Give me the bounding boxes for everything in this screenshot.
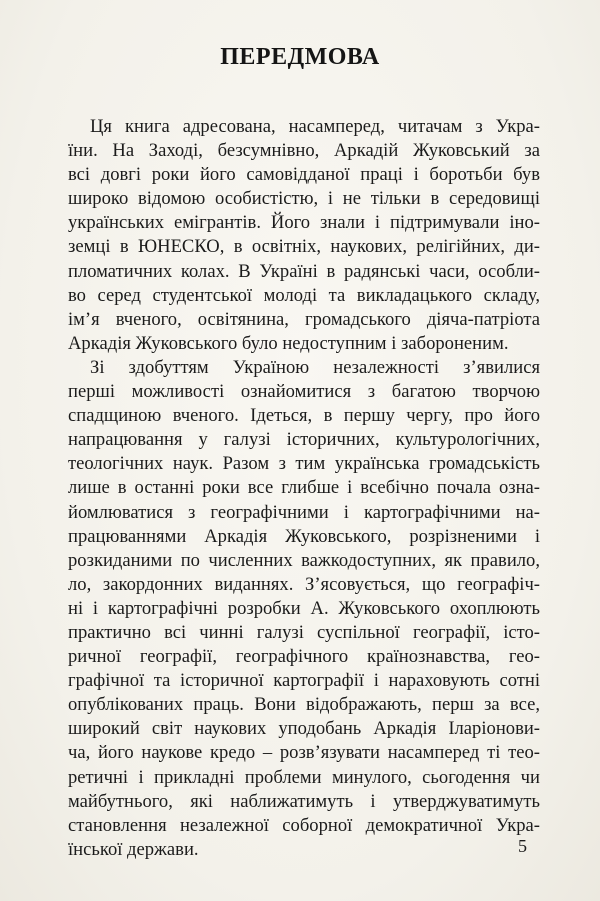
text-line: практично всі чинні галузі суспільної географії, істо- [68,621,540,643]
text-line: графічної та історичної картографії і нараховують сотні [68,670,540,692]
text-line: йомлюватися з географічними і картографічними на- [68,501,540,523]
text-line: майбутнього, які наближатимуть і утверджуватимуть [68,790,540,812]
text-line: розкиданими по численних важкодоступних, як правило, [68,549,540,571]
text-line: широко відомою особистістю, і не тільки в середовищі [68,188,540,210]
text-line: теологічних наук. Разом з тим українська громадськість [68,453,540,475]
text-line: їнської держави. [68,838,199,860]
text-line: Ця книга адресована, насамперед, читачам з Укра- [90,116,540,137]
text-line: лише в останні роки все глибше і всебічно почала озна- [68,477,540,499]
text-line: широкий світ наукових уподобань Аркадія Іларіонови- [68,718,540,740]
text-line: перші можливості ознайомитися з багатою творчою [68,381,540,403]
text-line: всі довгі роки його самовідданої праці і боротьби був [68,164,540,186]
text-line: опублікованих праць. Вони відображають, перш за все, [68,694,540,716]
text-line: українських емігрантів. Його знали і підтримували іно- [68,212,540,234]
page-number: 5 [518,836,527,856]
text-line: Зі здобуттям Україною незалежності з’явилися [90,356,540,378]
text-line: ча, його наукове кредо – розв’язувати насамперед ті тео- [68,742,540,764]
body-text [68,115,540,862]
text-line: напрацювання у галузі історичних, культурологічних, [68,429,540,451]
text-line: ні і картографічні розробки А. Жуковського охоплюють [68,597,540,619]
page-title: ПЕРЕДМОВА [220,44,380,70]
text-line: во серед студентської молоді та викладацького складу, [68,284,540,306]
text-line: ричної географії, географічного країнознавства, гео- [68,646,540,668]
text-line: працюваннями Аркадія Жуковського, розрізненими і [68,525,540,547]
text-line: ім’я вченого, освітянина, громадського діяча-патріота [68,308,540,330]
paragraph-2 [68,356,540,862]
text-line: пломатичних колах. В Україні в радянські часи, особли- [68,260,540,282]
text-line: ретичні і прикладні проблеми минулого, сьогодення чи [68,766,540,788]
text-line: земці в ЮНЕСКО, в освітніх, наукових, релігійних, ди- [68,236,540,258]
text-line: ло, закордонних виданнях. З’ясовується, що географіч- [68,573,540,595]
paragraph-1 [68,115,540,356]
text-line: спадщиною вченого. Ідеться, в першу чергу, про його [68,405,540,427]
text-line: Аркадія Жуковського було недоступним і забороненим. [68,332,509,354]
text-line: становлення незалежної соборної демократичної Укра- [68,814,540,836]
text-line: їни. На Заході, безсумнівно, Аркадій Жуковський за [68,140,540,162]
